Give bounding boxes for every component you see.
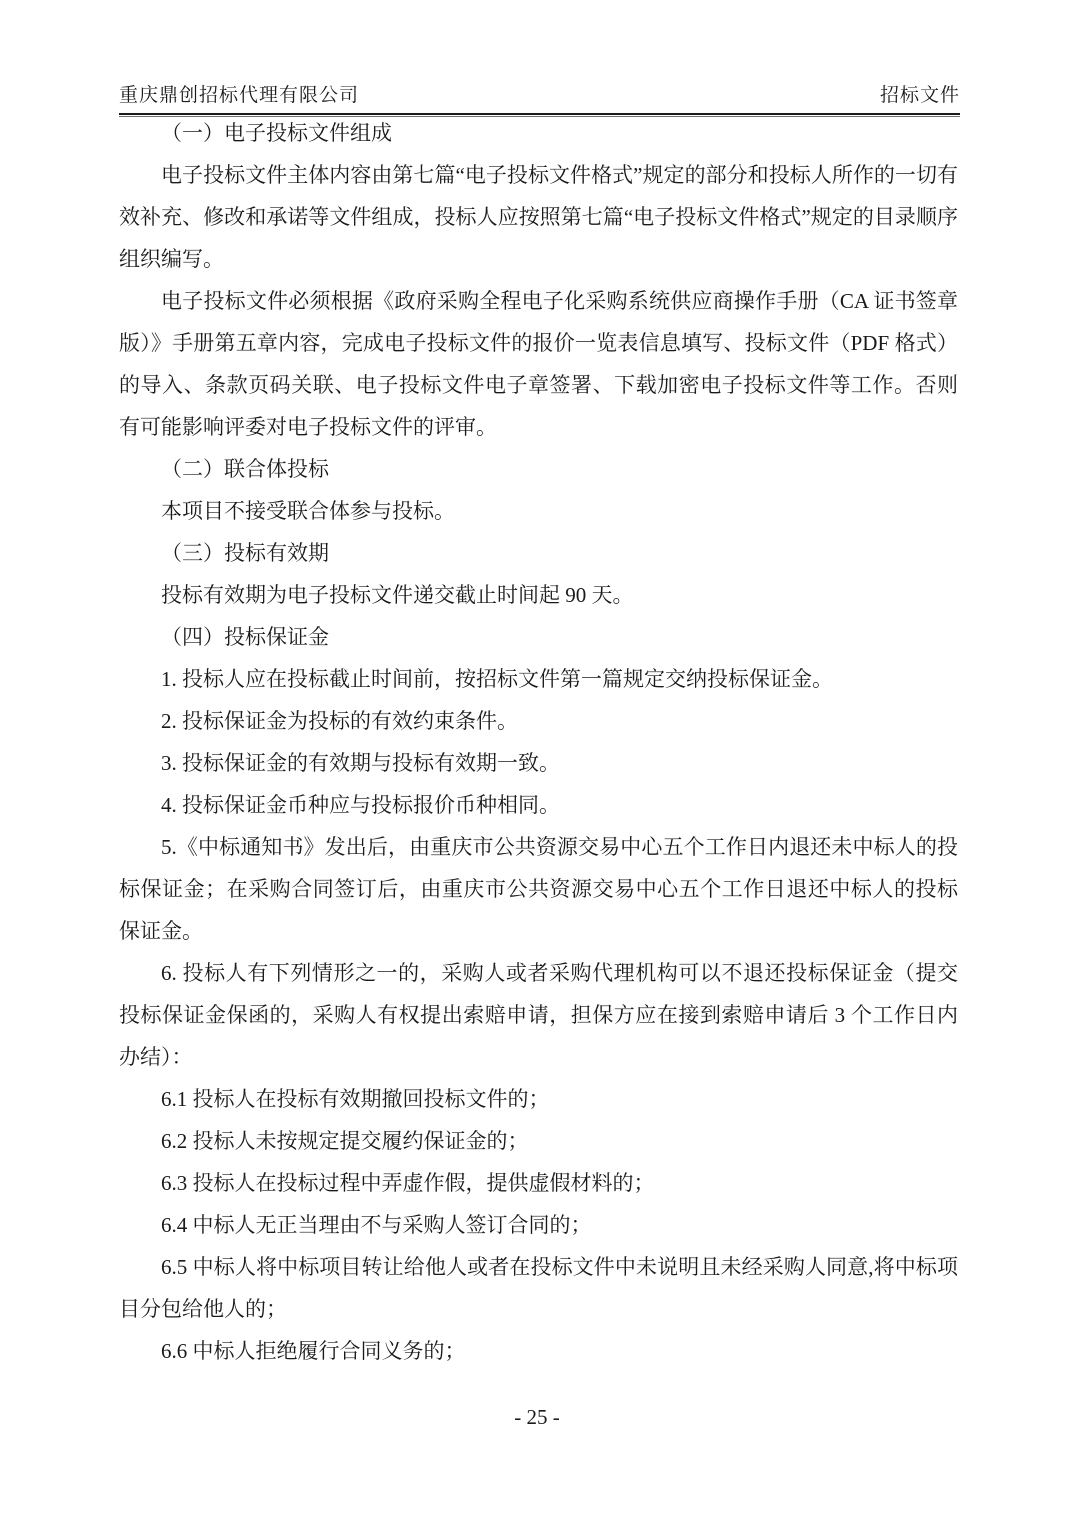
header-doc-type: 招标文件 xyxy=(879,85,960,106)
list-item-6-3: 6.3 投标人在投标过程中弄虚作假，提供虚假材料的； xyxy=(161,1171,655,1195)
list-item-5: 5.《中标通知书》发出后，由重庆市公共资源交易中心五个工作日内退还未中标人的投标保证金；在采购合同签订后，由重庆市公共资源交易中心五个工作日退还中标人的投标保证金。 xyxy=(119,835,958,943)
header-row xyxy=(119,84,960,108)
section-heading-4: （四）投标保证金 xyxy=(161,625,329,649)
list-item-6-2: 6.2 投标人未按规定提交履约保证金的； xyxy=(161,1129,529,1153)
page-number: - 25 - xyxy=(514,1405,560,1429)
list-item-6-4: 6.4 中标人无正当理由不与采购人签订合同的； xyxy=(161,1213,592,1237)
paragraph-consortium: 本项目不接受联合体参与投标。 xyxy=(161,499,455,523)
paragraph-composition-2: 电子投标文件必须根据《政府采购全程电子化采购系统供应商操作手册（CA 证书签章版）》手册第五章内容，完成电子投标文件的报价一览表信息填写、投标文件（PDF 格式）的导入、条款页码关联、电子投标文件电子章签署、下载加密电子投标文件等工作。否则有可能影响评委对电子投标文件的评审。 xyxy=(119,289,958,439)
list-item-3: 3. 投标保证金的有效期与投标有效期一致。 xyxy=(161,751,560,775)
list-item-6: 6. 投标人有下列情形之一的，采购人或者采购代理机构可以不退还投标保证金（提交投标保证金保函的，采购人有权提出索赔申请，担保方应在接到索赔申请后 3 个工作日内办结）： xyxy=(119,961,958,1069)
section-heading-1: （一）电子投标文件组成 xyxy=(161,121,392,145)
list-item-6-1: 6.1 投标人在投标有效期撤回投标文件的； xyxy=(161,1087,550,1111)
page-footer xyxy=(0,1396,1074,1438)
paragraph-validity: 投标有效期为电子投标文件递交截止时间起 90 天。 xyxy=(161,583,634,607)
section-heading-3: （三）投标有效期 xyxy=(161,541,329,565)
section-heading-2: （二）联合体投标 xyxy=(161,457,329,481)
list-item-1: 1. 投标人应在投标截止时间前，按招标文件第一篇规定交纳投标保证金。 xyxy=(161,667,833,691)
document-body xyxy=(119,112,958,1372)
list-item-4: 4. 投标保证金币种应与投标报价币种相同。 xyxy=(161,793,560,817)
list-item-6-5: 6.5 中标人将中标项目转让给他人或者在投标文件中未说明且未经采购人同意,将中标项目分包给他人的； xyxy=(119,1255,958,1321)
header-company-name: 重庆鼎创招标代理有限公司 xyxy=(119,85,360,106)
list-item-6-6: 6.6 中标人拒绝履行合同义务的； xyxy=(161,1339,466,1363)
paragraph-composition-1: 电子投标文件主体内容由第七篇“电子投标文件格式”规定的部分和投标人所作的一切有效补充、修改和承诺等文件组成，投标人应按照第七篇“电子投标文件格式”规定的目录顺序组织编写。 xyxy=(119,163,958,271)
list-item-2: 2. 投标保证金为投标的有效约束条件。 xyxy=(161,709,518,733)
